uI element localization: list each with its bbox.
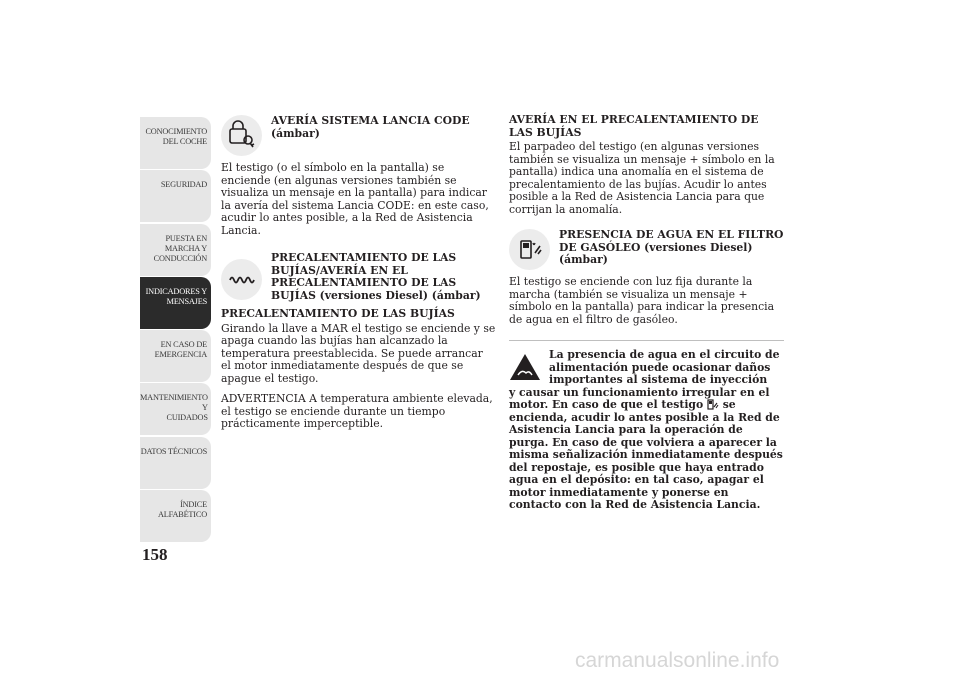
caution-box	[509, 340, 784, 512]
code-warning-header	[221, 114, 496, 162]
left-column	[221, 114, 496, 439]
tab-datos-tecnicos[interactable]	[140, 437, 211, 489]
code-warning-title: AVERÍA SISTEMA LANCIA CODE (ámbar)	[271, 114, 470, 140]
water-warning-header	[509, 228, 784, 276]
tab-label: MANTENIMIENTO Y CUIDADOS	[140, 393, 208, 423]
chapter-tabs	[140, 117, 211, 543]
water-warning-title: PRESENCIA DE AGUA EN EL FILTRO DE GASÓLEO (versiones Diesel) (ámbar)	[559, 228, 784, 266]
tab-conocimiento[interactable]	[140, 117, 211, 169]
glow-subheading: PRECALENTAMIENTO DE LAS BUJÍAS	[221, 307, 455, 320]
glow-note: ADVERTENCIA A temperatura ambiente elevada, el testigo se enciende durante un tiempo prácticamente imperceptible.	[221, 392, 493, 430]
caution-text-part1: y causar un funcionamiento irregular en el motor. En caso de que el testigo	[509, 385, 770, 411]
glow-body: Girando la llave a MAR el testigo se enciende y se apaga cuando las bujías han alcanzado la temperatura preestablecida. Se puede arrancar el motor inmediatamente después de que se apague el testigo.	[221, 321, 496, 385]
tab-label: EN CASO DE EMERGENCIA	[154, 340, 207, 360]
tab-indice[interactable]	[140, 490, 211, 542]
tab-label: SEGURIDAD	[160, 180, 207, 190]
key-lock-icon	[221, 115, 262, 156]
watermark: carmanualsonline.info	[575, 649, 780, 672]
code-warning-body: El testigo (o el símbolo en la pantalla) se enciende (en algunas versiones también se visualiza un mensaje en la pantalla) para indicar la avería del sistema Lancia CODE: en este caso, acudir lo antes posible, a la Red de Asistencia Lancia.	[221, 161, 489, 237]
fuel-water-icon	[509, 229, 550, 270]
glow-plug-icon	[221, 259, 262, 300]
right-column	[509, 114, 784, 512]
glow-fault-body: El parpadeo del testigo (en algunas versiones también se visualiza un mensaje + símbolo en la pantalla) indica una anomalía en el sistema de precalentamiento de las bujías. Acudir lo antes posible a la Red de Asistencia Lancia para que corrijan la anomalía.	[509, 140, 775, 216]
glow-fault-subheading: AVERÍA EN EL PRECALENTAMIENTO DE LAS BUJÍAS	[509, 113, 759, 139]
warning-triangle-icon	[509, 353, 541, 381]
glow-warning-header	[221, 251, 496, 302]
tab-label: DATOS TÉCNICOS	[140, 446, 207, 456]
tab-label: INDICADORES Y MENSAJES	[145, 286, 207, 306]
water-body: El testigo se enciende con luz fija durante la marcha (también se visualiza un mensaje + símbolo en la pantalla) para indicar la presencia de agua en el filtro de gasóleo.	[509, 275, 775, 326]
caution-text	[509, 387, 784, 512]
tab-mantenimiento[interactable]	[140, 383, 211, 435]
tab-seguridad[interactable]	[140, 170, 211, 222]
glow-warning-title: PRECALENTAMIENTO DE LAS BUJÍAS/AVERÍA EN EL PRECALENTAMIENTO DE LAS BUJÍAS (versiones Diesel) (ámbar)	[271, 251, 481, 302]
tab-indicadores[interactable]	[140, 277, 211, 329]
tab-puesta-en-marcha[interactable]	[140, 224, 211, 276]
caution-intro: La presencia de agua en el circuito de alimentación puede ocasionar daños importantes al sistema de inyección	[549, 348, 780, 386]
tab-emergencia[interactable]	[140, 330, 211, 382]
page-number: 158	[142, 545, 168, 564]
tab-label: PUESTA EN MARCHA Y CONDUCCIÓN	[153, 233, 207, 263]
tab-label: CONOCIMIENTO DEL COCHE	[145, 127, 207, 146]
caution-text-part2: se encienda, acudir lo antes posible a la Red de Asistencia Lancia para la operación de purga. En caso de que volviera a aparecer la misma señalización inmediatamente después del repostaje, es posible que haya entrado agua en el depósito: en tal caso, apagar el motor inmediatamente y ponerse en contacto con la Red de Asistencia Lancia.	[509, 398, 783, 511]
tab-label: ÍNDICE ALFABÉTICO	[157, 500, 207, 520]
fuel-water-inline-icon	[707, 399, 719, 410]
